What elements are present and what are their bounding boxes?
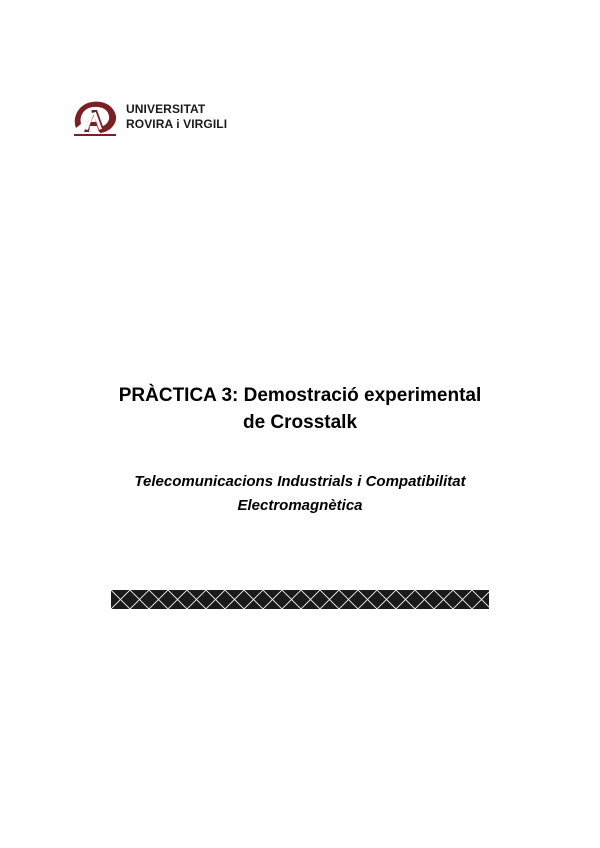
- university-name-line1: UNIVERSITAT: [126, 102, 206, 116]
- university-logo: [70, 96, 240, 138]
- decorative-crosshatch-bar: [111, 590, 489, 609]
- university-seal-icon: [70, 96, 120, 138]
- subtitle-line-1: Telecomunicacions Industrials i Compatibilitat: [134, 473, 466, 490]
- document-title: [60, 382, 540, 436]
- subtitle-line-2: Electromagnètica: [237, 497, 363, 514]
- crosshatch-pattern-icon: [111, 590, 489, 609]
- title-line-1: PRÀCTICA 3: Demostració experimental: [118, 385, 482, 406]
- document-subtitle: [60, 470, 540, 518]
- university-name-line2: ROVIRA i VIRGILI: [126, 117, 228, 131]
- university-name: [126, 102, 227, 132]
- title-line-2: de Crosstalk: [242, 412, 358, 433]
